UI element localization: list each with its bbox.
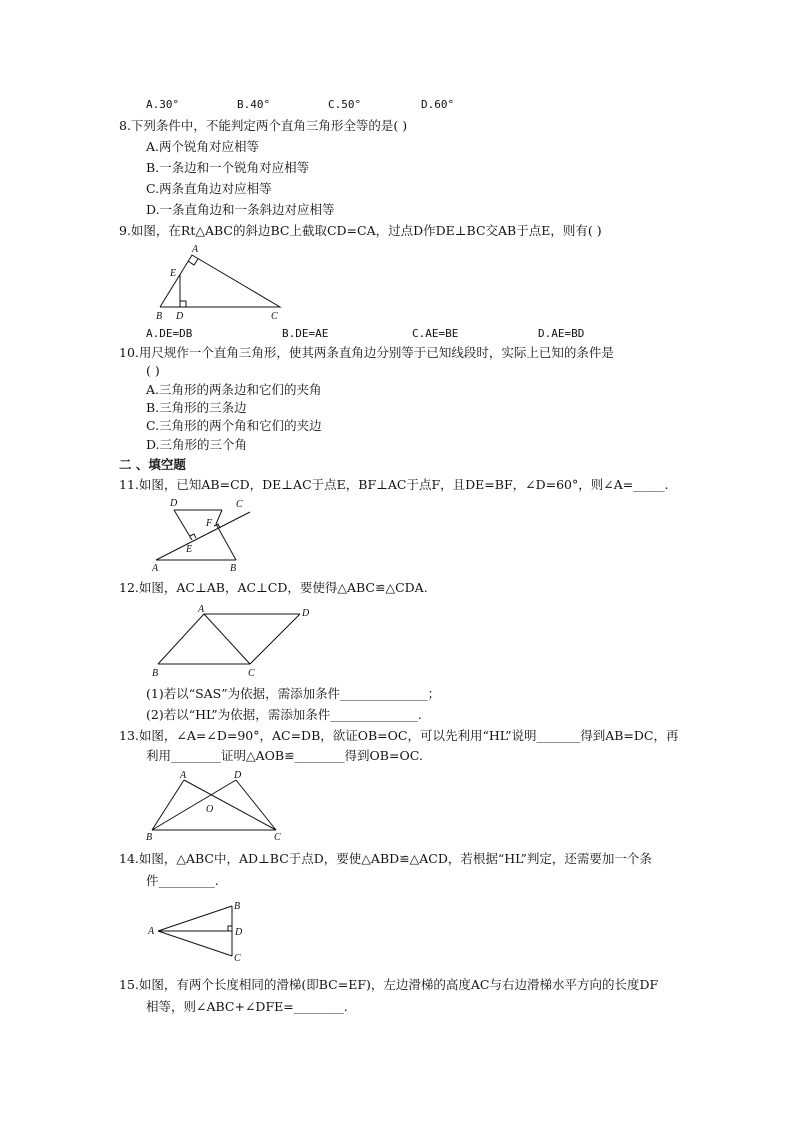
q9-option-b: B.DE=AE [282,327,329,340]
q12-sub1: (1)若以“SAS”为依据，需添加条件______________； [146,686,441,701]
q14-figure [146,898,256,968]
q13-figure [146,768,286,844]
q7-option-a: A.30° [146,98,180,111]
q13-label-o: O [206,804,214,815]
q13-line1: 13.如图，∠A=∠D=90°，AC=DB，欲证OB=OC，可以先利用“HL”说明_______得到AB=DC，再 [119,728,679,743]
q13-label-a: A [180,770,187,781]
q14-label-d: D [235,927,243,938]
q13-line2: 利用________证明△AOB≌________得到OB=OC. [146,748,423,763]
q15-line2: 相等，则∠ABC+∠DFE=________. [146,999,348,1014]
q7-option-c: C.50° [328,98,362,111]
q9-label-c: C [271,311,278,322]
q11-label-e: E [186,544,193,555]
q10-stem-line2: ( ) [146,363,160,378]
q11-figure [150,496,260,574]
q14-label-a: A [148,926,155,937]
q11-label-a: A [152,563,159,574]
q11-label-c: C [236,499,243,510]
q8-option-a: A.两个锐角对应相等 [146,139,260,154]
q8-option-b: B.一条边和一个锐角对应相等 [146,160,310,175]
q7-option-b: B.40° [237,98,271,111]
q10-option-c: C.三角形的两个角和它们的夹边 [146,418,322,433]
q10-option-d: D.三角形的三个角 [146,437,248,452]
q11-label-d: D [170,498,178,509]
q12-label-b: B [152,668,159,679]
q11-label-f: F [206,518,213,529]
q11-stem: 11.如图，已知AB=CD，DE⊥AC于点E，BF⊥AC于点F，且DE=BF，∠D=60°，则∠A=_____. [119,477,669,492]
q9-label-e: E [170,268,177,279]
q10-option-a: A.三角形的两条边和它们的夹角 [146,382,322,397]
q9-figure [150,243,290,323]
q12-figure [150,604,320,680]
q13-label-c: C [274,832,281,843]
q8-stem: 8.下列条件中，不能判定两个直角三角形全等的是( ) [119,118,408,133]
section-fill-in-title: 二 、填空题 [119,457,186,472]
q14-label-b: B [234,901,241,912]
q8-option-c: C.两条直角边对应相等 [146,181,272,196]
q12-label-c: C [248,668,255,679]
q12-label-d: D [302,608,310,619]
q12-stem: 12.如图，AC⊥AB，AC⊥CD，要使得△ABC≌△CDA. [119,580,428,595]
q9-label-b: B [156,311,163,322]
q13-label-d: D [234,770,242,781]
q15-line1: 15.如图，有两个长度相同的滑梯(即BC=EF)，左边滑梯的高度AC与右边滑梯水平方向的长度DF [119,977,659,992]
q12-label-a: A [198,604,205,615]
q9-label-a: A [192,244,199,255]
q7-option-d: D.60° [421,98,455,111]
q9-stem: 9.如图，在Rt△ABC的斜边BC上截取CD=CA，过点D作DE⊥BC交AB于点E，则有( ) [119,223,602,238]
q14-line2: 件_________. [146,873,219,888]
q14-line1: 14.如图，△ABC中，AD⊥BC于点D，要使△ABD≌△ACD，若根据“HL”判定，还需要加一个条 [119,851,652,866]
q8-option-d: D.一条直角边和一条斜边对应相等 [146,202,335,217]
q11-label-b: B [230,563,237,574]
q10-option-b: B.三角形的三条边 [146,400,247,415]
q14-label-c: C [234,953,241,964]
q9-label-d: D [176,311,184,322]
q13-label-b: B [146,832,153,843]
q10-stem-line1: 10.用尺规作一个直角三角形，使其两条直角边分别等于已知线段时，实际上已知的条件是 [119,345,614,360]
q9-option-d: D.AE=BD [538,327,585,340]
q9-option-a: A.DE=DB [146,327,193,340]
q12-sub2: (2)若以“HL”为依据，需添加条件______________. [146,707,422,722]
q9-option-c: C.AE=BE [412,327,459,340]
